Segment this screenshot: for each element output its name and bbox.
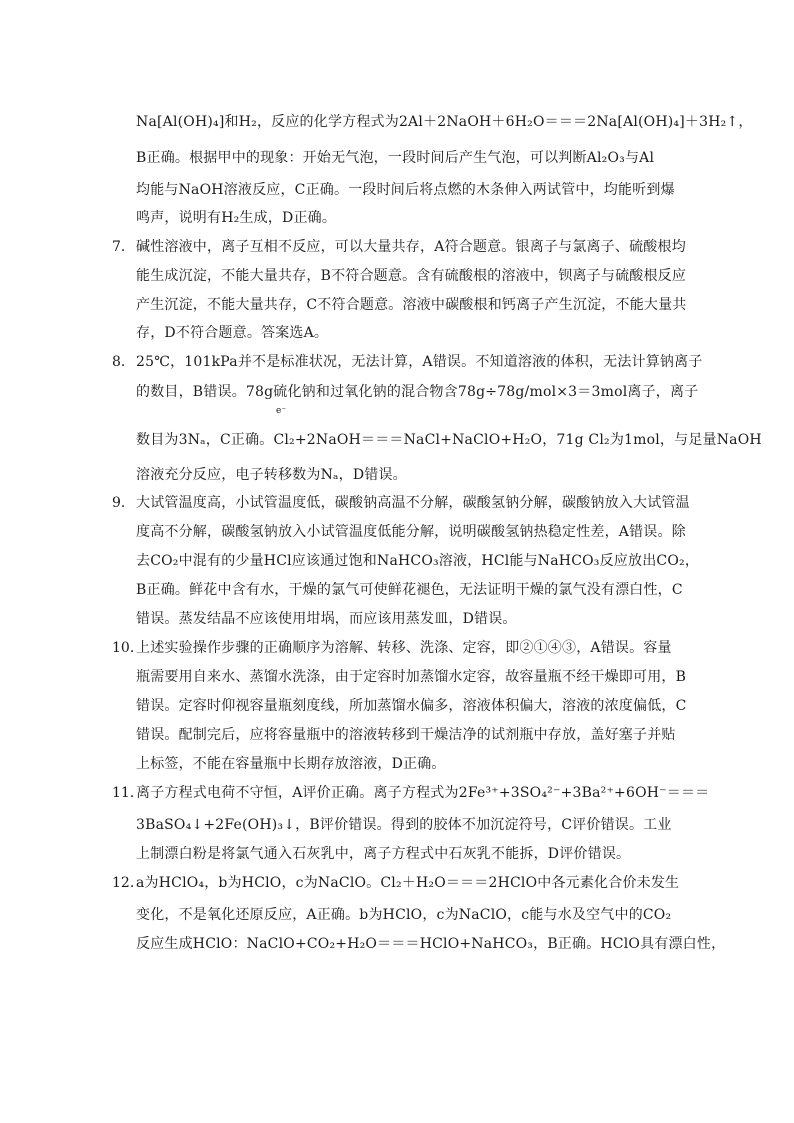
text-line: 反应生成HClO：NaClO+CO₂+H₂O＝＝＝HClO+NaHCO₃，B正确。HClO具有漂白性， bbox=[136, 936, 726, 952]
text-line: 能生成沉淀，不能大量共存，B不符合题意。含有硫酸根的溶液中，钡离子与硫酸根反应 bbox=[136, 268, 687, 284]
text-line: B正确。鲜花中含有水，干燥的氯气可使鲜花褪色，无法证明干燥的氯气没有漂白性，C bbox=[136, 582, 683, 598]
text-line: 大试管温度高，小试管温度低，碳酸钠高温不分解，碳酸氢钠分解，碳酸钠放入大试管温 bbox=[136, 495, 690, 511]
text-line: 鸣声，说明有H₂生成，D正确。 bbox=[136, 210, 337, 226]
text-line: 错误。配制完后，应将容量瓶中的溶液转移到干燥洁净的试剂瓶中存放，盖好塞子并贴 bbox=[136, 727, 676, 743]
text-line: 产生沉淀，不能大量共存，C不符合题意。溶液中碳酸根和钙离子产生沉淀，不能大量共 bbox=[136, 297, 687, 313]
text-line: 上标签，不能在容量瓶中长期存放溶液，D正确。 bbox=[136, 756, 446, 772]
text-line: 变化，不是氧化还原反应，A正确。b为HClO，c为NaClO，c能与水及空气中的CO₂ bbox=[136, 907, 672, 923]
question-number: 8． bbox=[112, 354, 135, 370]
text-line: 上述实验操作步骤的正确顺序为溶解、转移、洗涤、定容，即②①④③，A错误。容量 bbox=[136, 640, 672, 656]
text-line: 存，D不符合题意。答案选A。 bbox=[136, 325, 329, 341]
text-line: Na[Al(OH)₄]和H₂，反应的化学方程式为2Al＋2NaOH＋6H₂O＝＝＝2Na[Al(OH)₄]＋3H₂↑， bbox=[136, 114, 753, 130]
text-line: a为HClO₄，b为HClO，c为NaClO。Cl₂＋H₂O＝＝＝2HClO中各元素化合价未发生 bbox=[136, 875, 680, 891]
text-line: 度高不分解，碳酸氢钠放入小试管温度低能分解，说明碳酸氢钠热稳定性差，A错误。除 bbox=[136, 524, 686, 540]
question-number: 9． bbox=[112, 495, 135, 511]
text-line: B正确。根据甲中的现象：开始无气泡，一段时间后产生气泡，可以判断Al₂O₃与Al bbox=[136, 150, 655, 166]
text-line: 均能与NaOH溶液反应，C正确。一段时间后将点燃的木条伸入两试管中，均能听到爆 bbox=[136, 182, 675, 198]
text-line: 上制漂白粉是将氯气通入石灰乳中，离子方程式中石灰乳不能拆，D评价错误。 bbox=[136, 846, 631, 862]
text-line: 错误。定容时仰视容量瓶刻度线，所加蒸馏水偏多，溶液体积偏大，溶液的浓度偏低，C bbox=[136, 698, 687, 714]
question-number: 12． bbox=[112, 875, 144, 891]
text-line: 3BaSO₄↓+2Fe(OH)₃↓，B评价错误。得到的胶体不加沉淀符号，C评价错误。工业 bbox=[136, 817, 672, 833]
question-number: 11． bbox=[112, 785, 144, 801]
text-line: 离子方程式电荷不守恒，A评价正确。离子方程式为2Fe³⁺+3SO₄²⁻+3Ba²⁺+6OH⁻＝＝＝ bbox=[136, 785, 710, 801]
text-line: 溶液充分反应，电子转移数为Nₐ，D错误。 bbox=[136, 467, 407, 483]
text-line: 错误。蒸发结晶不应该使用坩埚，而应该用蒸发皿，D错误。 bbox=[136, 611, 517, 627]
question-number: 7． bbox=[112, 239, 135, 255]
question-number: 10． bbox=[112, 640, 144, 656]
text-line: 瓶需要用自来水、蒸馏水洗涤，由于定容时加蒸馏水定容，故容量瓶不经干燥即可用，B bbox=[136, 669, 687, 685]
text-line: 去CO₂中混有的少量HCl应该通过饱和NaHCO₃溶液，HCl能与NaHCO₃反应放出CO₂， bbox=[136, 553, 700, 569]
text-line: 碱性溶液中，离子互相不反应，可以大量共存，A符合题意。银离子与氯离子、硫酸根均 bbox=[136, 239, 686, 255]
text-line: 的数目，B错误。78g硫化钠和过氧化钠的混合物含78g÷78g/mol×3＝3mol离子，离子 bbox=[136, 384, 699, 400]
electron-transfer-label: e⁻ bbox=[276, 406, 287, 416]
text-line: 数目为3Nₐ，C正确。Cl₂+2NaOH＝＝＝NaCl+NaClO+H₂O，71g Cl₂为1mol，与足量NaOH bbox=[136, 432, 762, 448]
text-line: 25℃，101kPa并不是标准状况，无法计算，A错误。不知道溶液的体积，无法计算钠离子 bbox=[136, 354, 703, 370]
